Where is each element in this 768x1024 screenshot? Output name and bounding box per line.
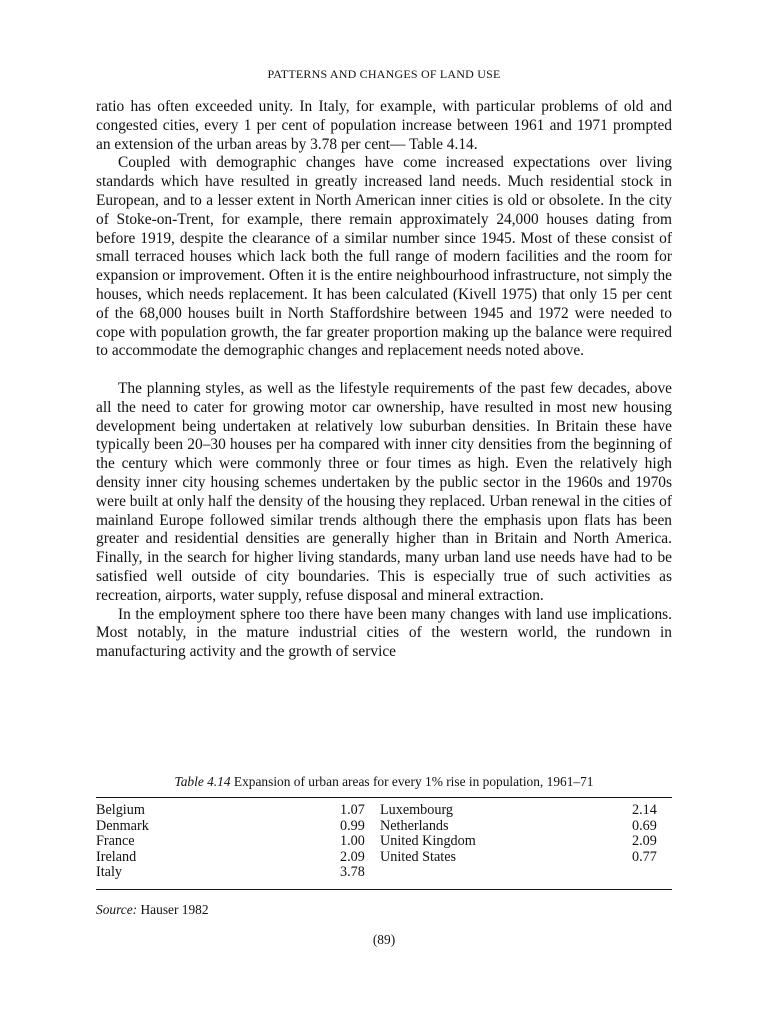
page-number: (89) xyxy=(372,932,396,947)
source-text: Hauser 1982 xyxy=(137,902,209,917)
table-bottom-rule xyxy=(96,889,672,890)
table-row xyxy=(96,819,672,835)
country-cell: Denmark xyxy=(96,817,149,834)
value-cell: 2.09 xyxy=(632,833,657,850)
value-cell: 2.14 xyxy=(632,802,657,818)
table-row xyxy=(96,865,672,881)
country-cell: United Kingdom xyxy=(380,833,476,850)
body-text xyxy=(96,98,672,662)
value-cell: 0.69 xyxy=(632,817,657,834)
country-cell: Netherlands xyxy=(380,817,449,834)
country-cell: Italy xyxy=(96,864,122,881)
value-cell: 2.09 xyxy=(340,848,365,865)
urban-expansion-table xyxy=(96,803,672,881)
table-row xyxy=(96,850,672,866)
paragraph-continued: ratio has often exceeded unity. In Italy, for example, with particular problems of old and congested cities, every 1 per cent of population increase between 1961 and 1971 prompted an extension of the urban areas by 3.78 per cent— Table 4.14. xyxy=(96,98,672,153)
country-cell: Luxembourg xyxy=(380,802,454,818)
table-source xyxy=(96,902,209,918)
country-cell: Belgium xyxy=(96,802,145,818)
country-cell: United States xyxy=(380,848,457,865)
country-cell xyxy=(380,865,560,881)
paragraph-planning-styles: The planning styles, as well as the lifestyle requirements of the past few decades, above all the need to cater for growing motor car ownership, have resulted in most new housing development being undertaken at relatively low suburban densities. In Britain these have typically been 20–30 houses per ha compared with inner city densities from the beginning of the century which were commonly three or four times as high. Even the relatively high density inner city housing schemes undertaken by the public sector in the 1960s and 1970s were built at only half the density of the housing they replaced. Urban renewal in the cities of mainland Europe followed similar trends although there the emphasis upon flats has been greater and residential densities are generally higher than in Britain and North America. Finally, in the search for higher living standards, many urban land use needs have had to be satisfied well outside of city boundaries. This is especially true of such activities as recreation, airports, water supply, refuse disposal and mineral extraction. xyxy=(96,379,672,604)
value-cell: 1.00 xyxy=(340,833,365,850)
value-cell: 3.78 xyxy=(340,864,365,881)
table-row xyxy=(96,834,672,850)
paragraph-employment-sphere: In the employment sphere too there have been many changes with land use implications. Most notably, in the mature industrial cities of the western world, the rundown in manufacturing activity and the growth of service xyxy=(96,605,672,661)
table-caption-label: Table 4.14 xyxy=(174,774,231,789)
country-cell: Ireland xyxy=(96,848,137,865)
table-caption xyxy=(96,774,672,790)
running-head: PATTERNS AND CHANGES OF LAND USE xyxy=(267,67,501,81)
value-cell: 0.99 xyxy=(340,817,365,834)
table-row xyxy=(96,803,672,819)
country-cell: France xyxy=(96,833,135,850)
table-caption-text: Expansion of urban areas for every 1% rise in population, 1961–71 xyxy=(230,774,594,789)
value-cell: 0.77 xyxy=(632,848,657,865)
source-label: Source: xyxy=(96,902,138,917)
paragraph-demographic-changes: Coupled with demographic changes have come increased expectations over living standards which have resulted in greatly increased land needs. Much residential stock in European, and to a lesser extent in North American inner cities is old or obsolete. In the city of Stoke-on-Trent, for example, there remain approximately 24,000 houses dating from before 1919, despite the clearance of a similar number since 1945. Most of these consist of small terraced houses which lack both the full range of modern facilities and the room for expansion or improvement. Often it is the entire neighbourhood infrastructure, not simply the houses, which needs replacement. It has been calculated (Kivell 1975) that only 15 per cent of the 68,000 houses built in North Staffordshire between 1945 and 1972 were needed to cope with population growth, the far greater proportion making up the balance were required to accommodate the demographic changes and replacement needs noted above. xyxy=(96,154,672,360)
value-cell: 1.07 xyxy=(340,802,365,818)
table-top-rule xyxy=(96,797,672,798)
